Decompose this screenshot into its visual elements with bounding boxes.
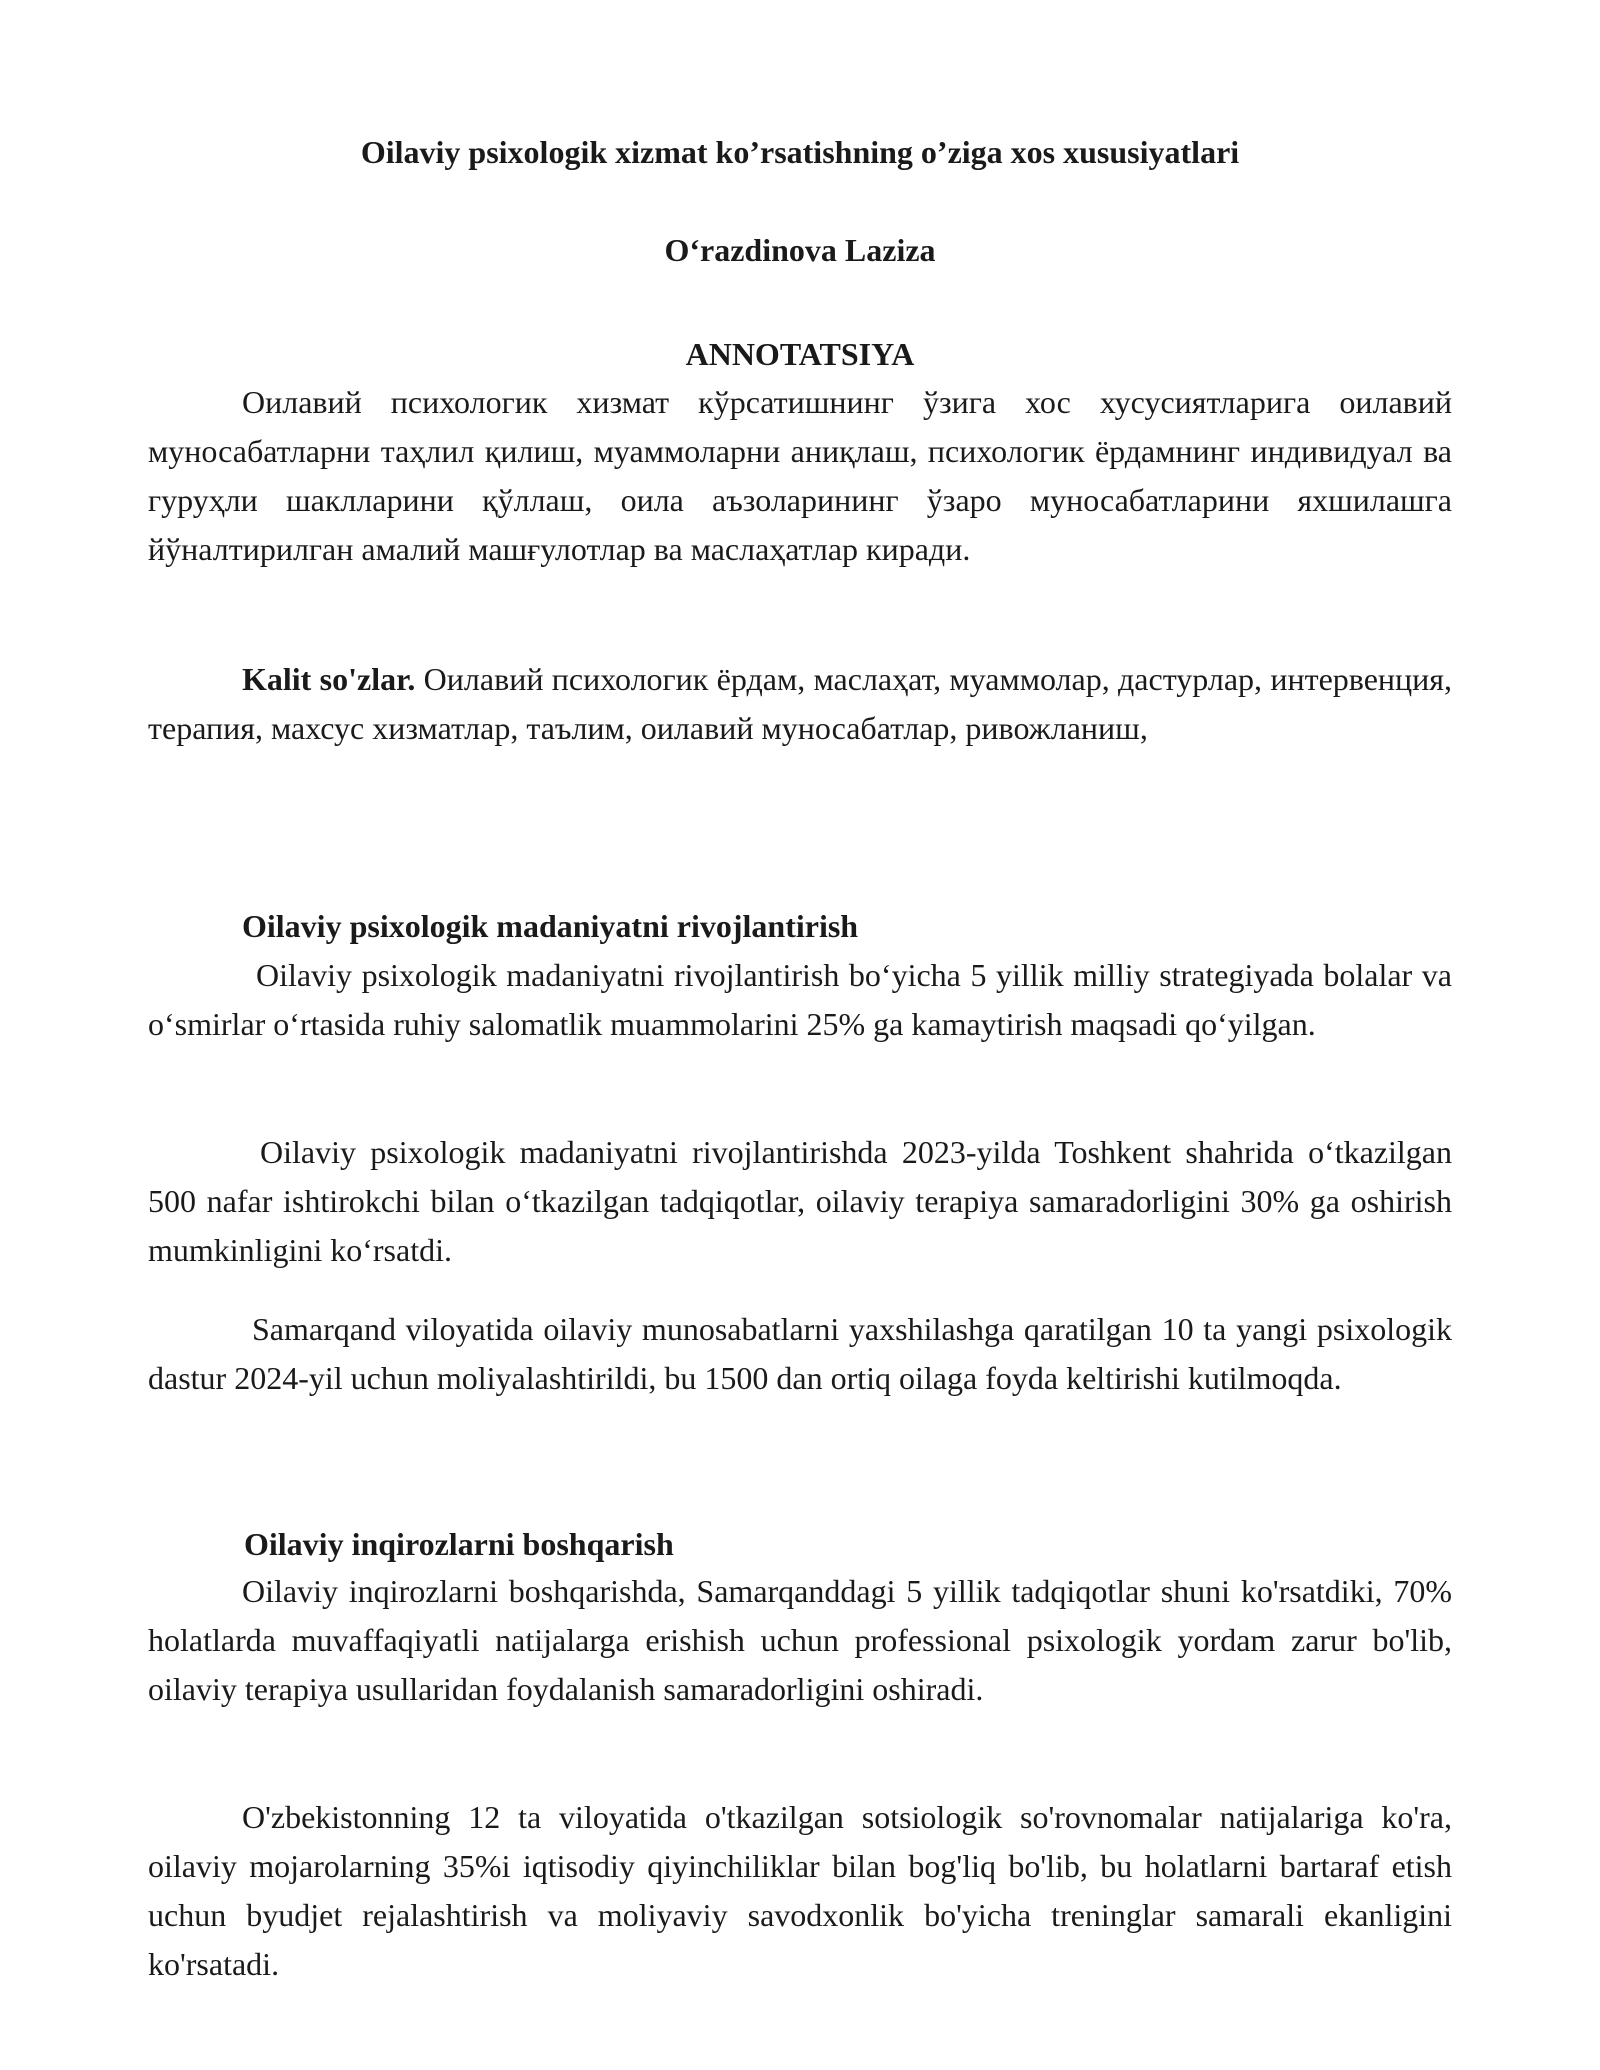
section-heading: Oilaviy psixologik madaniyatni rivojlantirish [242, 908, 859, 944]
section-paragraph: Samarqand viloyatida oilaviy munosabatlarni yaxshilashga qaratilgan 10 ta yangi psixologik dastur 2024-yil uchun moliyalashtirildi, bu 1500 dan ortiq oilaga foyda keltirishi kutilmoqda. [148, 1311, 1452, 1396]
section-heading: Oilaviy inqirozlarni boshqarish [244, 1526, 674, 1562]
author-name: O‘razdinova Laziza [664, 232, 936, 268]
section-paragraph: Oilaviy psixologik madaniyatni rivojlantirish bo‘yicha 5 yillik milliy strategiyada bolalar va o‘smirlar o‘rtasida ruhiy salomatlik muammolarini 25% ga kamaytirish maqsadi qo‘yilgan. [148, 957, 1452, 1042]
section-paragraph: O'zbekistonning 12 ta viloyatida o'tkazilgan sotsiologik so'rovnomalar natijalariga ko'ra, oilaviy mojarolarning 35%i iqtisodiy qiyinchiliklar bilan bog'liq bo'lib, bu holatlarni bartaraf etish uchun byudjet rejalashtirish va moliyaviy savodxonlik bo'yicha treninglar samarali ekanligini ko'rsatadi. [148, 1799, 1452, 1982]
section-paragraph: Oilaviy psixologik madaniyatni rivojlantirishda 2023-yilda Toshkent shahrida o‘tkazilgan 500 nafar ishtirokchi bilan o‘tkazilgan tadqiqotlar, oilaviy terapiya samaradorligini 30% ga oshirish mumkinligini ko‘rsatdi. [148, 1134, 1452, 1268]
keywords-paragraph [148, 655, 1452, 753]
annotation-paragraph: Оилавий психологик хизмат кўрсатишнинг ўзига хос хусусиятларига оилавий муносабатларни таҳлил қилиш, муаммоларни аниқлаш, психологик ёрдамнинг индивидуал ва гуруҳли шаклларини қўллаш, оила аъзоларининг ўзаро муносабатларини яхшилашга йўналтирилган амалий машғулотлар ва маслаҳатлар киради. [148, 384, 1452, 567]
document-title: Oilaviy psixologik xizmat ko’rsatishning o’ziga xos xususiyatlari [360, 134, 1240, 170]
keywords-label: Kalit so'zlar. [242, 661, 416, 697]
section-paragraph: Oilaviy inqirozlarni boshqarishda, Samarqanddagi 5 yillik tadqiqotlar shuni ko'rsatdiki, 70% holatlarda muvaffaqiyatli natijalarga erishish uchun professional psixologik yordam zarur bo'lib, oilaviy terapiya usullaridan foydalanish samaradorligini oshiradi. [148, 1573, 1452, 1707]
keywords-text: Оилавий психологик ёрдам, маслаҳат, муаммолар, дастурлар, интервенция, терапия, махсус хизматлар, таълим, оилавий муносабатлар, ривожланиш, [148, 661, 1453, 746]
annotation-heading: ANNOTATSIYA [685, 336, 915, 372]
